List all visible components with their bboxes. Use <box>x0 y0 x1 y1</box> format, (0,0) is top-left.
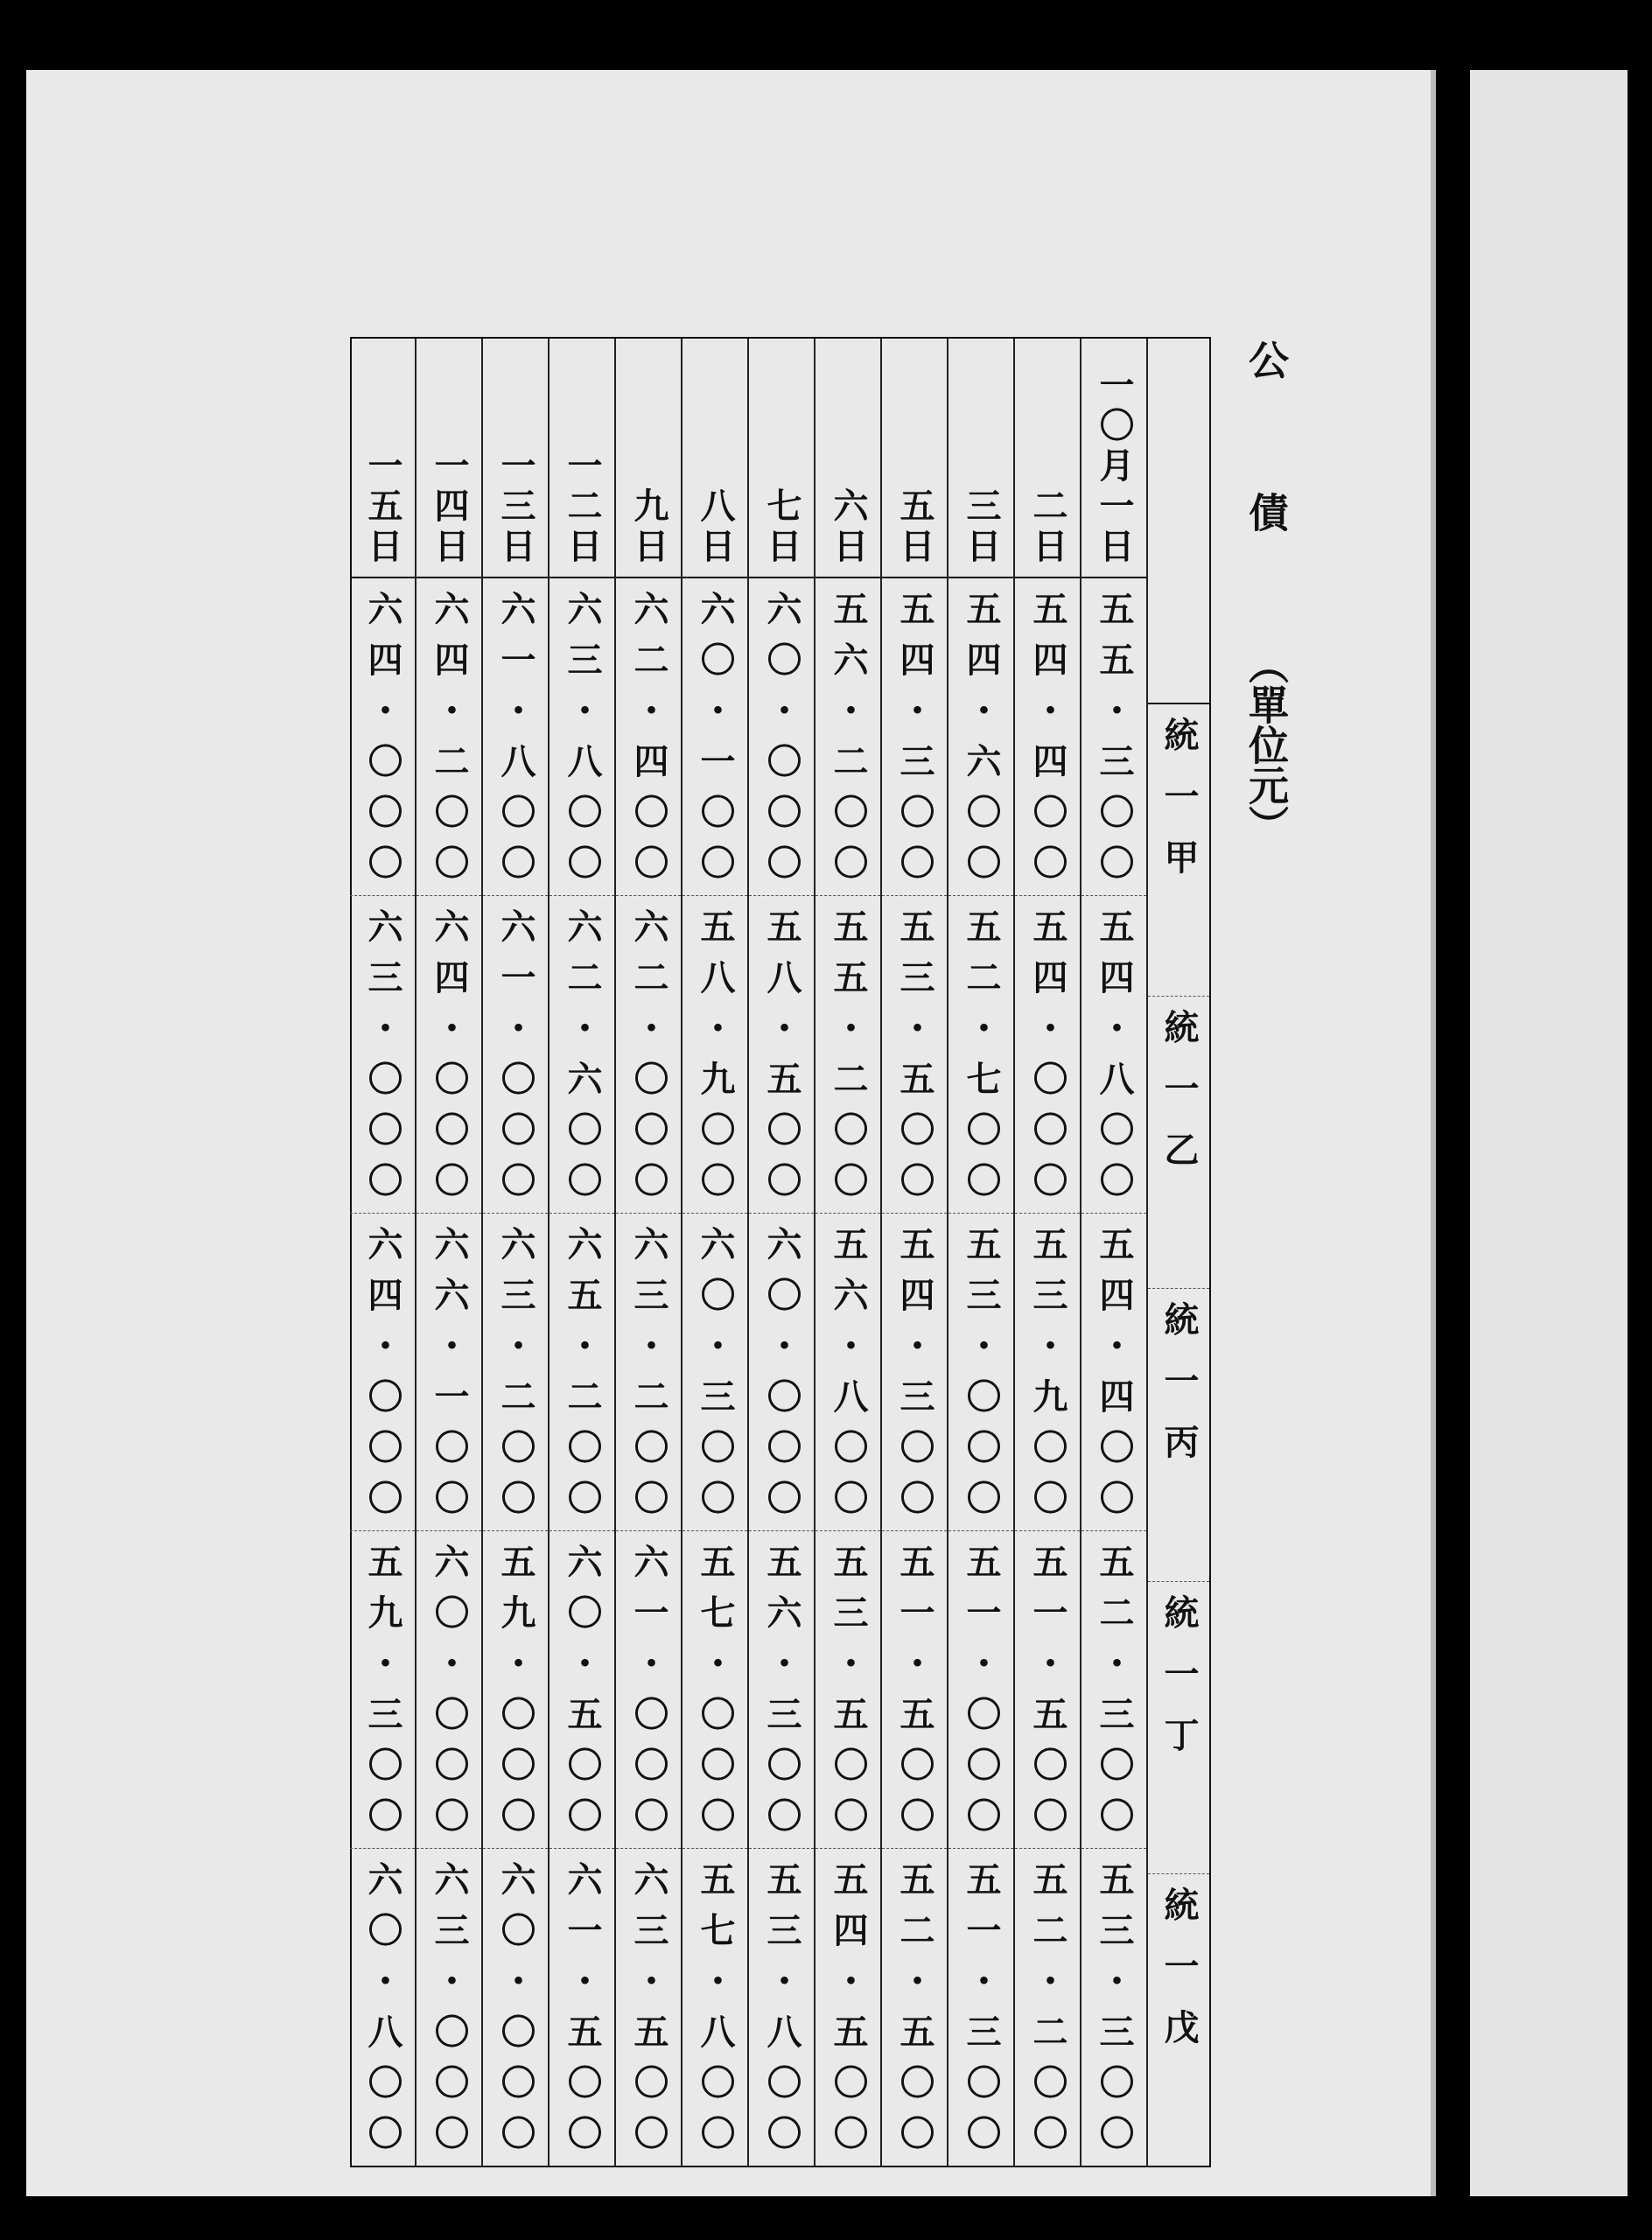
price-cell <box>682 1531 747 1849</box>
date-label: 五日 <box>894 487 935 568</box>
price-value: 五五・三〇〇 <box>1094 591 1135 895</box>
date-label: 三日 <box>961 487 1002 568</box>
date-header <box>550 339 614 578</box>
price-cell <box>882 578 947 896</box>
date-column <box>681 339 747 2166</box>
price-cell <box>550 1849 614 2166</box>
price-cell <box>1082 578 1146 896</box>
bond-header: 統一戊 <box>1158 1886 1200 2070</box>
price-value: 五八・九〇〇 <box>695 908 736 1213</box>
price-value: 六〇・〇〇〇 <box>429 1544 470 1848</box>
date-label: 一二日 <box>562 447 603 568</box>
price-cell <box>749 1214 814 1531</box>
price-value: 六三・〇〇〇 <box>429 1861 470 2166</box>
date-column <box>481 339 548 2166</box>
price-cell <box>882 1531 947 1849</box>
bond-header: 統一甲 <box>1148 704 1209 997</box>
price-cell <box>948 1531 1013 1849</box>
price-value: 六二・四〇〇 <box>628 591 669 895</box>
date-label: 一五日 <box>362 447 403 568</box>
price-cell <box>616 578 681 896</box>
date-column <box>1080 339 1146 2166</box>
price-cell <box>416 1531 481 1849</box>
price-value: 五四・六〇〇 <box>961 591 1002 895</box>
label-column <box>1146 339 1209 2166</box>
date-label: 一〇月一日 <box>1094 367 1135 568</box>
price-value: 六二・〇〇〇 <box>628 908 669 1213</box>
price-value: 五六・八〇〇 <box>828 1226 869 1530</box>
price-cell <box>882 896 947 1214</box>
price-cell <box>749 896 814 1214</box>
date-header <box>1082 339 1146 578</box>
price-value: 六三・八〇〇 <box>562 591 603 895</box>
date-label: 一四日 <box>429 447 470 568</box>
price-value: 五二・二〇〇 <box>1027 1861 1068 2166</box>
price-cell <box>483 1849 548 2166</box>
price-cell <box>616 896 681 1214</box>
price-cell <box>550 578 614 896</box>
date-header <box>682 339 747 578</box>
price-cell <box>416 1214 481 1531</box>
price-cell <box>749 1531 814 1849</box>
price-value: 六四・〇〇〇 <box>362 591 403 895</box>
price-value: 六二・六〇〇 <box>562 908 603 1213</box>
price-cell <box>416 1849 481 2166</box>
date-header <box>416 339 481 578</box>
price-value: 六〇・三〇〇 <box>695 1226 736 1530</box>
price-cell <box>816 1531 880 1849</box>
date-header <box>749 339 814 578</box>
price-cell <box>616 1531 681 1849</box>
price-value: 五九・〇〇〇 <box>495 1544 536 1848</box>
title-unit: （單位元） <box>1242 644 1290 845</box>
date-header <box>350 339 415 578</box>
price-cell <box>1015 896 1080 1214</box>
price-cell <box>483 578 548 896</box>
price-value: 五四・四〇〇 <box>1027 591 1068 895</box>
price-cell <box>350 896 415 1214</box>
price-value: 五三・五〇〇 <box>828 1544 869 1848</box>
price-value: 六四・二〇〇 <box>429 591 470 895</box>
price-value: 六一・〇〇〇 <box>495 908 536 1213</box>
date-header <box>882 339 947 578</box>
price-cell <box>350 1531 415 1849</box>
price-cell <box>948 1214 1013 1531</box>
price-value: 六四・〇〇〇 <box>429 908 470 1213</box>
price-value: 六四・〇〇〇 <box>362 1226 403 1530</box>
price-value: 五五・二〇〇 <box>828 908 869 1213</box>
price-cell <box>816 578 880 896</box>
price-value: 五四・〇〇〇 <box>1027 908 1068 1213</box>
price-cell <box>682 1214 747 1531</box>
price-cell <box>1015 578 1080 896</box>
price-cell <box>550 1214 614 1531</box>
price-cell <box>682 1849 747 2166</box>
price-value: 六〇・五〇〇 <box>562 1544 603 1848</box>
date-header <box>816 339 880 578</box>
price-value: 六三・五〇〇 <box>628 1861 669 2166</box>
date-header <box>483 339 548 578</box>
date-header <box>616 339 681 578</box>
date-column <box>880 339 947 2166</box>
date-column <box>614 339 681 2166</box>
price-value: 五七・〇〇〇 <box>695 1544 736 1848</box>
document-title <box>1236 340 1297 845</box>
price-cell <box>749 578 814 896</box>
price-value: 五六・三〇〇 <box>761 1544 802 1848</box>
corner-cell <box>1148 339 1209 704</box>
price-cell <box>1082 1214 1146 1531</box>
price-value: 六五・二〇〇 <box>562 1226 603 1530</box>
price-value: 五六・二〇〇 <box>828 591 869 895</box>
date-header <box>948 339 1013 578</box>
price-value: 六〇・一〇〇 <box>695 591 736 895</box>
price-value: 五四・八〇〇 <box>1094 908 1135 1213</box>
price-value: 六〇・〇〇〇 <box>761 1226 802 1530</box>
date-column <box>350 339 415 2166</box>
bond-header: 統一丙 <box>1148 1289 1209 1581</box>
date-header <box>1015 339 1080 578</box>
price-value: 五三・三〇〇 <box>1094 1861 1135 2166</box>
date-column <box>747 339 814 2166</box>
date-column <box>548 339 614 2166</box>
price-cell <box>416 896 481 1214</box>
price-cell <box>1082 896 1146 1214</box>
price-value: 五二・七〇〇 <box>961 908 1002 1213</box>
price-cell <box>816 896 880 1214</box>
price-value: 六三・二〇〇 <box>495 1226 536 1530</box>
price-value: 六〇・〇〇〇 <box>495 1861 536 2166</box>
price-value: 五七・八〇〇 <box>695 1861 736 2166</box>
price-value: 五四・三〇〇 <box>894 591 935 895</box>
price-cell <box>550 1531 614 1849</box>
price-value: 五一・五〇〇 <box>894 1544 935 1848</box>
price-value: 五一・三〇〇 <box>961 1861 1002 2166</box>
date-label: 九日 <box>628 487 669 568</box>
price-value: 六一・八〇〇 <box>495 591 536 895</box>
next-page-edge <box>1470 70 1628 2196</box>
price-value: 六三・〇〇〇 <box>362 908 403 1213</box>
bond-header: 統一乙 <box>1148 997 1209 1289</box>
date-label: 一三日 <box>495 447 536 568</box>
price-cell <box>682 896 747 1214</box>
price-cell <box>882 1214 947 1531</box>
price-value: 五二・五〇〇 <box>894 1861 935 2166</box>
price-value: 五四・四〇〇 <box>1094 1226 1135 1530</box>
price-cell <box>616 1849 681 2166</box>
price-value: 六一・五〇〇 <box>562 1861 603 2166</box>
price-value: 六〇・八〇〇 <box>362 1861 403 2166</box>
date-column <box>814 339 880 2166</box>
price-cell <box>1015 1849 1080 2166</box>
price-cell <box>948 578 1013 896</box>
price-value: 六一・〇〇〇 <box>628 1544 669 1848</box>
price-cell <box>882 1849 947 2166</box>
price-cell <box>350 1214 415 1531</box>
price-value: 五三・九〇〇 <box>1027 1226 1068 1530</box>
price-cell <box>682 578 747 896</box>
date-label: 八日 <box>695 487 736 568</box>
price-value: 五二・三〇〇 <box>1094 1544 1135 1848</box>
price-cell <box>483 1214 548 1531</box>
bond-price-table <box>350 337 1211 2167</box>
date-column <box>1013 339 1080 2166</box>
title-main: 公債 <box>1242 340 1290 644</box>
price-value: 五一・〇〇〇 <box>961 1544 1002 1848</box>
price-value: 五四・五〇〇 <box>828 1861 869 2166</box>
price-cell <box>350 1849 415 2166</box>
price-cell <box>350 578 415 896</box>
price-cell <box>483 1531 548 1849</box>
price-value: 五四・三〇〇 <box>894 1226 935 1530</box>
price-cell <box>816 1214 880 1531</box>
date-column <box>415 339 481 2166</box>
price-cell <box>1082 1531 1146 1849</box>
price-cell <box>948 1849 1013 2166</box>
price-cell <box>1082 1849 1146 2166</box>
price-value: 五三・〇〇〇 <box>961 1226 1002 1530</box>
price-value: 五九・三〇〇 <box>362 1544 403 1848</box>
price-cell <box>616 1214 681 1531</box>
price-cell <box>948 896 1013 1214</box>
price-value: 五八・五〇〇 <box>761 908 802 1213</box>
price-cell <box>1015 1531 1080 1849</box>
price-value: 五三・五〇〇 <box>894 908 935 1213</box>
price-cell <box>749 1849 814 2166</box>
price-value: 五一・五〇〇 <box>1027 1544 1068 1848</box>
date-label: 二日 <box>1027 487 1068 568</box>
price-cell <box>483 896 548 1214</box>
price-cell <box>816 1849 880 2166</box>
price-cell <box>1015 1214 1080 1531</box>
price-cell <box>550 896 614 1214</box>
price-cell <box>416 578 481 896</box>
date-label: 六日 <box>828 487 869 568</box>
price-value: 六六・一〇〇 <box>429 1226 470 1530</box>
price-value: 五三・八〇〇 <box>761 1861 802 2166</box>
price-value: 六三・二〇〇 <box>628 1226 669 1530</box>
date-column <box>947 339 1013 2166</box>
date-label: 七日 <box>761 487 802 568</box>
price-value: 六〇・〇〇〇 <box>761 591 802 895</box>
bond-header: 統一丁 <box>1148 1582 1209 1874</box>
